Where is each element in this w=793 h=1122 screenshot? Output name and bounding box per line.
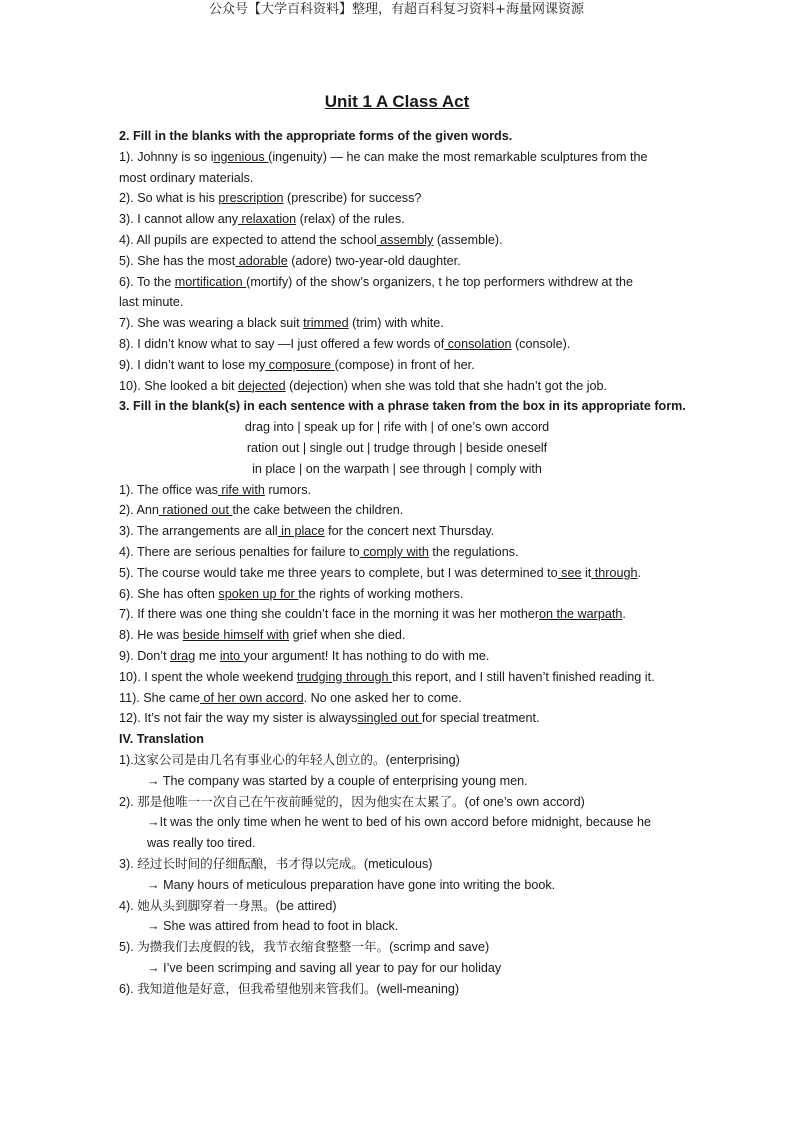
answer-blank: adorable (235, 253, 288, 268)
text-segment: 2). Ann (119, 503, 159, 518)
text-segment: 4). 她从头到脚穿着一身黑。(be attired) (119, 898, 337, 913)
text-segment: → The company was started by a couple of enterprising young men. (147, 773, 528, 788)
text-line (119, 521, 494, 541)
text-line (119, 896, 337, 916)
text-segment: 2. Fill in the blanks with the appropriate forms of the given words. (119, 129, 513, 143)
text-segment: (console). (511, 337, 571, 351)
answer-blank: beside himself with (182, 628, 290, 643)
text-segment: 6). 我知道他是好意，但我希望他别来管我们。(well-meaning) (119, 981, 460, 996)
section-heading (119, 729, 204, 749)
text-segment: 2). 那是他唯一一次自己在午夜前睡觉的，因为他实在太累了。(of one’s own accord) (119, 794, 585, 809)
answer-blank: relaxation (238, 212, 297, 227)
text-segment: the regulations. (428, 545, 519, 559)
text-segment: ration out | single out | trudge through | beside oneself (246, 441, 548, 455)
text-line (119, 979, 459, 999)
text-segment: →It was the only time when he went to bed of his own accord before midnight, because he (147, 815, 652, 830)
text-segment: . (622, 607, 626, 622)
text-segment: → I’ve been scrimping and saving all year to pay for our holiday (147, 961, 502, 975)
text-segment: 8). He was (119, 628, 183, 643)
text-segment: 6). To the (119, 274, 175, 289)
text-segment: (mortify) of the show’s organizers, t he top performers withdrew at the (246, 274, 634, 289)
text-segment: 9). I didn’t want to lose my (119, 357, 266, 372)
text-segment: in place | on the warpath | see through | comply with (252, 461, 542, 476)
text-line (119, 604, 626, 624)
text-segment: → She was attired from head to foot in black. (147, 919, 399, 934)
phrase-box-line (119, 459, 675, 479)
page-title: Unit 1 A Class Act (324, 92, 470, 111)
text-line (119, 334, 570, 354)
text-segment: 4). All pupils are expected to attend the school (119, 233, 377, 247)
text-line (119, 292, 183, 312)
text-segment: 1). The office was (119, 482, 218, 497)
text-segment: 5). The course would take me three years to complete, but I was determined to (119, 565, 558, 580)
text-line (119, 667, 655, 687)
text-line (119, 708, 539, 728)
text-line (119, 147, 648, 167)
text-line (119, 313, 444, 333)
answer-blank: ngenious ( (213, 149, 273, 164)
text-segment: me (195, 649, 220, 663)
text-line (147, 916, 398, 936)
text-segment: 3). 经过长时间的仔细酝酿，书才得以完成。(meticulous) (119, 857, 433, 871)
text-segment: drag into | speak up for | rife with | of one’s own accord (244, 420, 550, 435)
text-segment: 12). It’s not fair the way my sister is always (119, 711, 358, 726)
text-segment: 7). If there was one thing she couldn’t face in the morning it was her mother (119, 607, 540, 622)
text-line (119, 792, 585, 812)
text-line (119, 750, 460, 770)
text-segment: (relax) of the rules. (296, 212, 405, 227)
text-segment: 3). The arrangements are all (119, 524, 278, 539)
text-segment: . No one asked her to come. (303, 690, 462, 705)
text-line (119, 272, 633, 292)
text-line (119, 480, 311, 500)
text-line (119, 500, 403, 520)
answer-blank: trimmed (303, 316, 349, 331)
answer-blank: trudging through (296, 669, 393, 684)
answer-blank: rife with (217, 482, 265, 497)
answer-blank: composure (265, 357, 335, 372)
text-segment: was really too tired. (147, 836, 256, 851)
text-line (147, 958, 501, 978)
text-segment: most ordinary materials. (119, 170, 254, 185)
text-segment: 3). I cannot allow any (119, 212, 239, 227)
text-line (119, 209, 405, 229)
text-line (119, 168, 253, 188)
text-segment: 10). She looked a bit (119, 378, 239, 393)
phrase-box-line (119, 417, 675, 437)
text-line (119, 376, 607, 396)
text-segment: 9). Don’t (119, 649, 171, 663)
answer-blank: assembly (376, 233, 434, 247)
text-segment: ingenuity) — he can make the most remarkable sculptures from the (272, 149, 648, 164)
text-segment: (dejection) when she was told that she hadn’t got the job. (285, 378, 607, 393)
answer-blank: in place (277, 524, 325, 539)
text-segment: 6). She has often (119, 586, 219, 601)
text-segment: 1). Johnny is so i (119, 149, 214, 164)
text-segment: 8). I didn’t know what to say —I just offered a few words of (119, 337, 445, 351)
answer-blank: prescription (218, 191, 284, 206)
text-segment: 5). 为攒我们去度假的钱，我节衣缩食整整一年。(scrimp and save) (119, 940, 490, 955)
text-segment: grief when she died. (289, 628, 406, 643)
text-segment: (compose) in front of her. (334, 357, 475, 372)
answer-blank: spoken up for (218, 586, 299, 601)
section-heading (119, 396, 686, 416)
text-line (119, 854, 432, 874)
answer-blank: on the warpath (539, 607, 623, 622)
text-segment: (trim) with white. (348, 316, 444, 331)
answer-blank: comply with (359, 545, 429, 559)
text-segment: IV. Translation (119, 732, 204, 747)
text-segment: 1).这家公司是由几名有事业心的年轻人创立的。(enterprising) (119, 753, 460, 767)
text-segment: → Many hours of meticulous preparation have gone into writing the book. (147, 877, 556, 892)
text-line (119, 230, 503, 250)
answer-blank: mortification (174, 274, 247, 289)
text-line (147, 812, 651, 832)
text-segment: 11). She came (119, 690, 200, 705)
answer-blank: consolation (444, 337, 512, 351)
answer-blank: see (557, 565, 582, 580)
text-segment: last minute. (119, 295, 184, 310)
text-line (119, 646, 489, 666)
answer-blank: singled out (357, 711, 422, 726)
page-header: 公众号【大学百科资料】整理，有超百科复习资料+海量网课资源 (209, 2, 584, 17)
text-line (119, 937, 489, 957)
answer-blank: rationed out (158, 503, 233, 518)
answer-blank: dejected (238, 378, 286, 393)
text-segment: it (581, 565, 592, 580)
text-line (147, 771, 528, 791)
text-segment: 7). She was wearing a black suit (119, 316, 304, 331)
answer-blank: of her own accord (199, 690, 304, 705)
text-segment: 4). There are serious penalties for failure to (119, 545, 360, 559)
text-line (119, 542, 519, 562)
text-segment: 2). So what is his (119, 191, 219, 206)
text-line (147, 875, 555, 895)
text-segment: (adore) two-year-old daughter. (287, 253, 461, 268)
text-segment: rumors. (264, 482, 312, 497)
text-segment: the cake between the children. (232, 503, 404, 518)
text-segment: (assemble). (433, 233, 503, 247)
answer-blank: into (219, 649, 244, 663)
text-line (119, 625, 405, 645)
text-line (119, 251, 461, 271)
text-segment: this report, and I still haven’t finished reading it. (392, 669, 655, 684)
answer-blank: drag (170, 649, 196, 663)
text-segment: (prescribe) for success? (283, 191, 422, 206)
text-line (119, 188, 421, 208)
text-segment: 5). She has the most (119, 253, 236, 268)
text-segment: your argument! It has nothing to do with me. (243, 649, 490, 663)
text-line (119, 688, 462, 708)
text-segment: for special treatment. (421, 711, 540, 726)
text-line (119, 563, 641, 583)
text-segment: . (637, 565, 642, 580)
answer-blank: through (591, 565, 638, 580)
text-segment: the rights of working mothers. (298, 586, 464, 601)
text-line (119, 584, 463, 604)
text-segment: 3. Fill in the blank(s) in each sentence with a phrase taken from the box in its appropriate form. (119, 399, 686, 414)
text-line (147, 833, 256, 853)
text-segment: for the concert next Thursday. (324, 524, 495, 539)
phrase-box-line (119, 438, 675, 458)
section-heading (119, 126, 512, 146)
text-segment: 10). I spent the whole weekend (119, 669, 297, 684)
text-line (119, 355, 475, 375)
